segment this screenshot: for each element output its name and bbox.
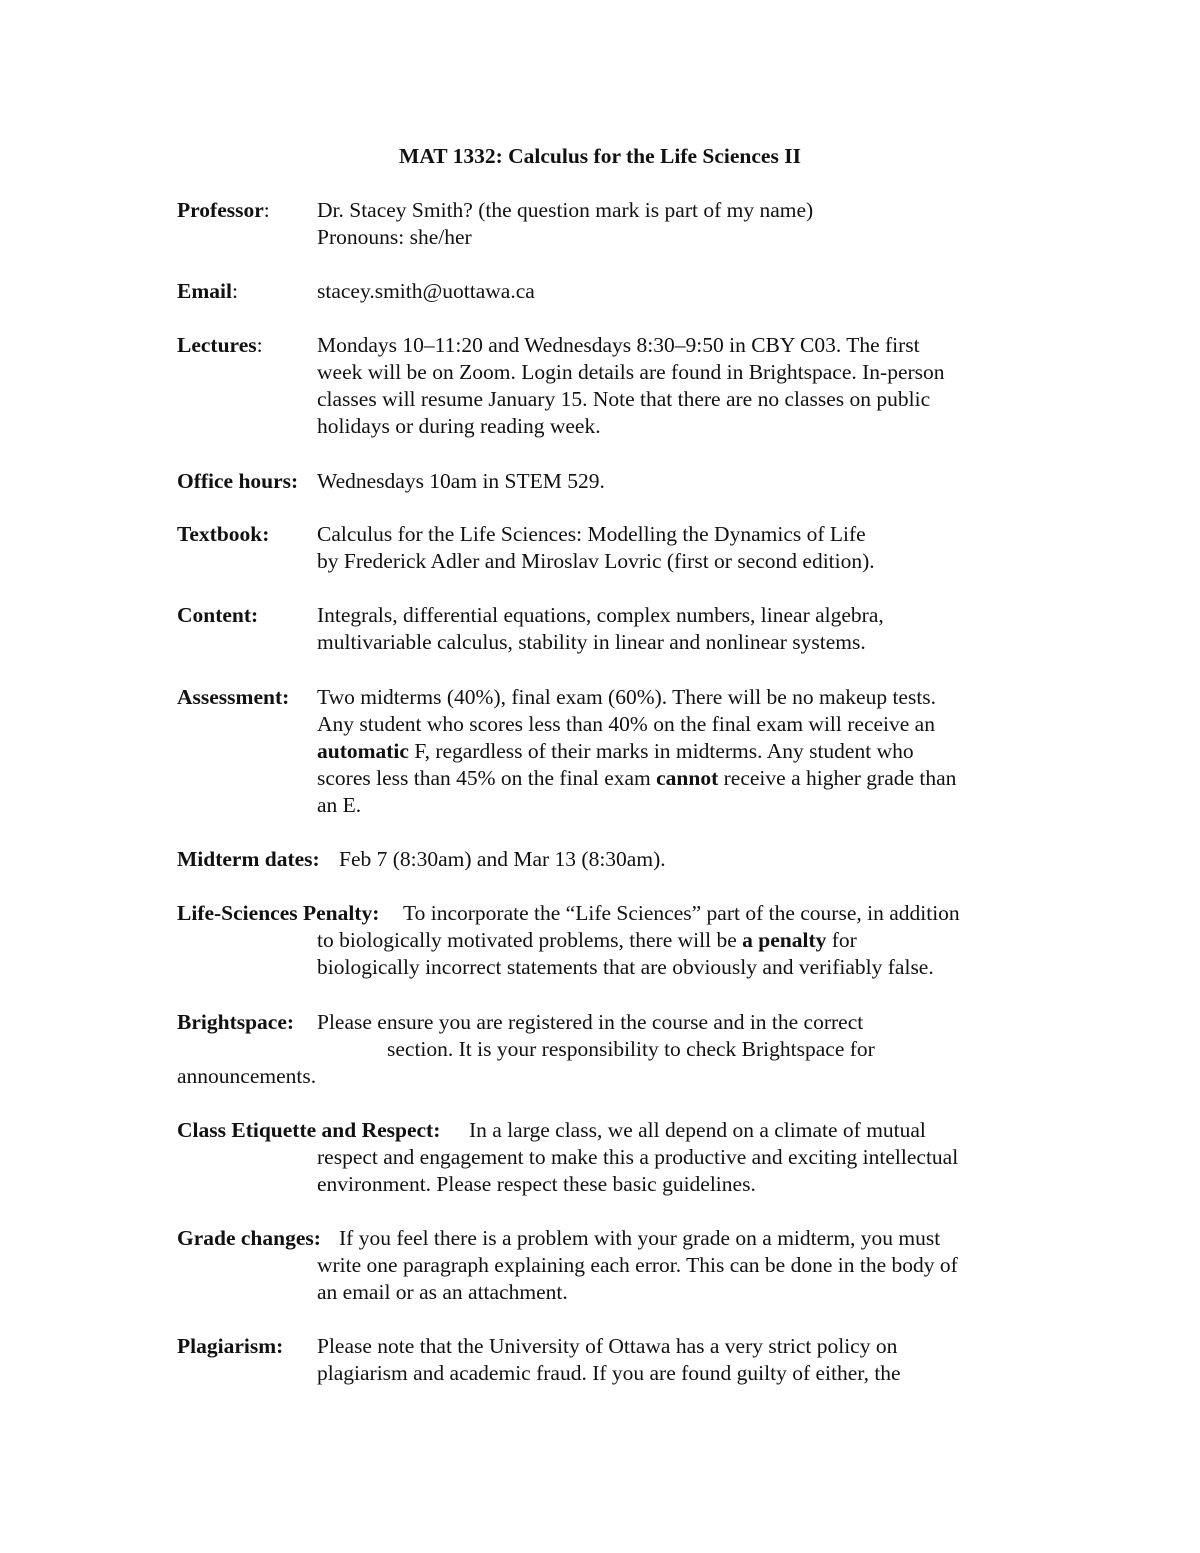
professor-label bbox=[177, 197, 270, 224]
plagiarism-label: Plagiarism: bbox=[177, 1334, 284, 1358]
etiquette-label: Class Etiquette and Respect: bbox=[177, 1118, 441, 1142]
assessment-line: Two midterms (40%), final exam (60%). There will be no makeup tests. bbox=[317, 685, 937, 709]
lectures-colon: : bbox=[256, 333, 263, 357]
assessment-label: Assessment: bbox=[177, 685, 290, 709]
lectures-line: Mondays 10–11:20 and Wednesdays 8:30–9:50 in CBY C03. The first bbox=[317, 333, 920, 357]
etiquette-line: environment. Please respect these basic guidelines. bbox=[317, 1172, 756, 1196]
midterm-dates-label: Midterm dates: bbox=[177, 847, 320, 871]
penalty-text: for bbox=[826, 928, 857, 952]
penalty-line-1: To incorporate the “Life Sciences” part of the course, in addition bbox=[403, 901, 960, 925]
professor-name: Dr. Stacey Smith? (the question mark is part of my name) bbox=[317, 198, 814, 222]
lectures-line: holidays or during reading week. bbox=[317, 414, 601, 438]
penalty-text: to biologically motivated problems, there will be bbox=[317, 928, 743, 952]
lectures-label bbox=[177, 332, 263, 359]
lectures-line: week will be on Zoom. Login details are found in Brightspace. In-person bbox=[317, 360, 945, 384]
office-hours-label: Office hours: bbox=[177, 469, 299, 493]
email-label bbox=[177, 278, 238, 305]
penalty-line: biologically incorrect statements that are obviously and verifiably false. bbox=[317, 955, 934, 979]
plagiarism-line: plagiarism and academic fraud. If you are found guilty of either, the bbox=[317, 1361, 901, 1385]
penalty-emphasis: a penalty bbox=[742, 928, 827, 952]
grade-changes-label: Grade changes: bbox=[177, 1226, 321, 1250]
professor-label-text: Professor bbox=[177, 198, 264, 222]
email-label-text: Email bbox=[177, 279, 232, 303]
email-colon: : bbox=[231, 279, 238, 303]
lectures-label-text: Lectures bbox=[177, 333, 257, 357]
penalty-line bbox=[317, 927, 1037, 954]
course-title: MAT 1332: Calculus for the Life Sciences II bbox=[399, 144, 801, 168]
content-line: multivariable calculus, stability in linear and nonlinear systems. bbox=[317, 630, 866, 654]
plagiarism-line: Please note that the University of Ottawa has a very strict policy on bbox=[317, 1334, 898, 1358]
textbook-label: Textbook: bbox=[177, 522, 270, 546]
assessment-line: an E. bbox=[317, 793, 362, 817]
assessment-text: scores less than 45% on the final exam bbox=[317, 766, 657, 790]
email-value[interactable] bbox=[317, 278, 1037, 305]
brightspace-line-3: announcements. bbox=[177, 1064, 317, 1088]
content-value bbox=[317, 602, 1037, 656]
brightspace-label: Brightspace: bbox=[177, 1010, 295, 1034]
content-line: Integrals, differential equations, complex numbers, linear algebra, bbox=[317, 603, 884, 627]
professor-value bbox=[317, 197, 1037, 251]
professor-colon: : bbox=[263, 198, 270, 222]
plagiarism-value bbox=[317, 1333, 1037, 1387]
assessment-value bbox=[317, 684, 1037, 819]
grade-changes-line: an email or as an attachment. bbox=[317, 1280, 568, 1304]
lectures-value bbox=[317, 332, 1037, 440]
lectures-line: classes will resume January 15. Note that there are no classes on public bbox=[317, 387, 931, 411]
assessment-line: Any student who scores less than 40% on the final exam will receive an bbox=[317, 712, 935, 736]
email-address[interactable]: stacey.smith@uottawa.ca bbox=[317, 279, 535, 303]
office-hours-text: Wednesdays 10am in STEM 529. bbox=[317, 469, 605, 493]
assessment-emphasis-cannot: cannot bbox=[656, 766, 719, 790]
assessment-text: receive a higher grade than bbox=[718, 766, 957, 790]
etiquette-value bbox=[317, 1144, 1037, 1198]
penalty-value bbox=[317, 927, 1037, 981]
assessment-line bbox=[317, 765, 1037, 792]
etiquette-line: respect and engagement to make this a productive and exciting intellectual bbox=[317, 1145, 959, 1169]
grade-changes-line-1: If you feel there is a problem with your grade on a midterm, you must bbox=[339, 1226, 941, 1250]
midterm-dates-value: Feb 7 (8:30am) and Mar 13 (8:30am). bbox=[339, 847, 666, 871]
office-hours-value bbox=[317, 468, 1037, 495]
grade-changes-value bbox=[317, 1252, 1037, 1306]
assessment-line bbox=[317, 738, 1037, 765]
penalty-label: Life-Sciences Penalty: bbox=[177, 901, 380, 925]
etiquette-line-1: In a large class, we all depend on a climate of mutual bbox=[469, 1118, 926, 1142]
content-label: Content: bbox=[177, 603, 259, 627]
grade-changes-line: write one paragraph explaining each error. This can be done in the body of bbox=[317, 1253, 958, 1277]
brightspace-line-2: section. It is your responsibility to check Brightspace for bbox=[387, 1037, 875, 1061]
brightspace-line-1: Please ensure you are registered in the course and in the correct bbox=[317, 1010, 864, 1034]
professor-pronouns: Pronouns: she/her bbox=[317, 225, 472, 249]
textbook-authors: by Frederick Adler and Miroslav Lovric (first or second edition). bbox=[317, 549, 875, 573]
textbook-title: Calculus for the Life Sciences: Modelling the Dynamics of Life bbox=[317, 522, 866, 546]
assessment-emphasis-automatic: automatic bbox=[317, 739, 409, 763]
assessment-text: F, regardless of their marks in midterms. Any student who bbox=[408, 739, 914, 763]
textbook-value bbox=[317, 521, 1037, 575]
